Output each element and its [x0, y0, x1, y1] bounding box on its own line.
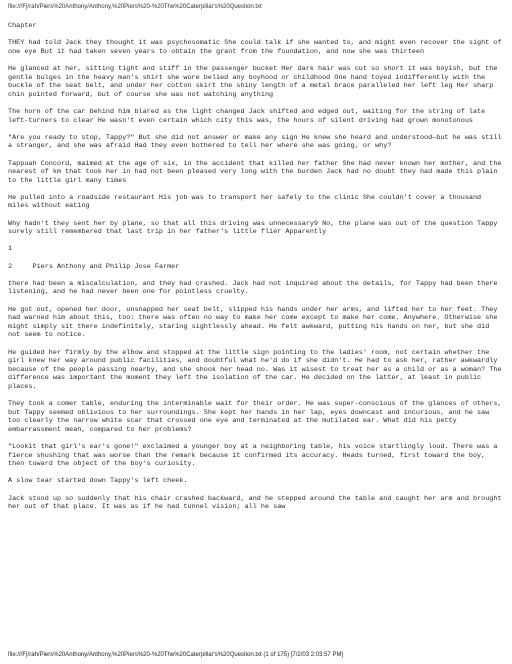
running-head-number: 2 [8, 262, 13, 271]
file-path-header: file:///F|/rah/Piers%20Anthony/Anthony,%20Piers%20-%20The%20Caterpillar's%20Question.txt [8, 4, 262, 10]
paragraph: He guided her firmly by the elbow and stopped at the little sign pointing to the ladies' room, not certain whether the girl knew her way around public facilities, and doubtful what he'd do if she didn't. He had to ask her, rather awkwardly because of the people passing nearby, and she shook her head no. Was it wisest to treat her as a child or as a woman? The difference was important the moment they left the isolation of the car. He decided on the latter, at least in public places. [8, 348, 502, 391]
paragraph: He got out, opened her door, unsnapped her seat belt, slipped his hands under her arms, and lifted her to her feet. They had warned him about this, too: there was often no way to make her come except to make her come. Anywhere. Otherwise she might simply sit there indefinitely, staring sightlessly ahead. He felt awkward, putting his hands on her, but she did not seem to notice. [8, 305, 498, 340]
paragraph: "Are you ready to stop, Tappy?" But she did not answer or make any sign He knew she heard and understood—but he was still a stranger, and she was afraid Had they even bothered to tell her where she was going, or why? [8, 133, 502, 151]
paragraph: THEY had told Jack they thought it was psychosomatic She could talk if she wanted to, and might even recover the sight of one eye But it had taken seven years to obtain the grant from the foundation, and now she was thirteen [8, 39, 502, 56]
running-head-title: Piers Anthony and Philip Jose Farmer [32, 262, 180, 271]
file-path-footer: file:///F|/rah/Piers%20Anthony/Anthony,%20Piers%20-%20The%20Caterpillar's%20Question.txt (1 of 175) [7/2/03 2:03:57 PM] [8, 652, 344, 658]
document-body [8, 22, 504, 520]
paragraph: They took a comer table, enduring the interminable wait for their order. He was super-conscious of the glances of others, but Tappy seemed oblivious to her surroundings. She kept her hands in her lap, eyes downcast and incurious, and he saw too clearly the narrow white scar that crossed one eye and terminated at the mutilated ear. What did his petty embarrassment mean, compared to her problems? [8, 400, 502, 434]
paragraph: Why hadn't they sent her by plane, so that all this driving was unnecessary9 No, the plane was out of the question Tappy surely still remembered that last trip in her father's little flier Apparently [8, 219, 498, 237]
paragraph: there had been a miscalculation, and they had crashed. Jack had not inquired about the details, for Tappy had been there listening, and he had never been one for pointless cruelty. [8, 279, 498, 297]
chapter-label: Chapter [8, 22, 37, 30]
paragraph: He pulled into a roadside restaurant His job was to transport her safely to the clinic She couldn't cover a thousand miles without eating [8, 193, 482, 211]
paragraph: The horn of the car behind him blared as the light changed Jack shifted and edged out, waiting for the string of late left-turners to clear He wasn't even certain which city this was, the hours of silent driving had grown monotonous [8, 107, 486, 125]
paragraph: Tappuah Concord, maimed at the age of six, in the accident that killed her father She had never known her mother, and the nearest of km that took her in had not been pleased very long with the burden Jack had no doubt they had made this plain to the little girl many times [8, 159, 502, 185]
running-head [8, 263, 504, 272]
page-number: 1 [8, 245, 13, 254]
paragraph: Jack stood up so suddenly that his chair crashed backward, and he stepped around the table and caught her arm and brought her out of that place. It was as if he had tunnel vision; all he saw [8, 494, 502, 512]
paragraph: "Lookit that girl's ear's gone!" exclaimed a younger boy at a neighboring table, his voice startlingly loud. There was a fierce shushing that was worse than the remark because it confirmed its accuracy. Heads turned, first toward the boy, then toward the object of the boy's curiosity. [8, 443, 498, 469]
paragraph: He glanced at her, sitting tight and stiff in the passenger bucket Her dark hair was cut so short it was boyish, but the gentle bulges in the heavy man's shirt she wore belied any boyhood or childhood One hand toyed indifferently with the buckle of the seat belt, and under her cotton skirt the shiny length of a metal brace paralleled her left leg Her sharp chin pointed forward, but of course she was not watching anything [8, 64, 498, 99]
paragraph: A slow tear started down Tappy's left cheek. [8, 477, 188, 486]
